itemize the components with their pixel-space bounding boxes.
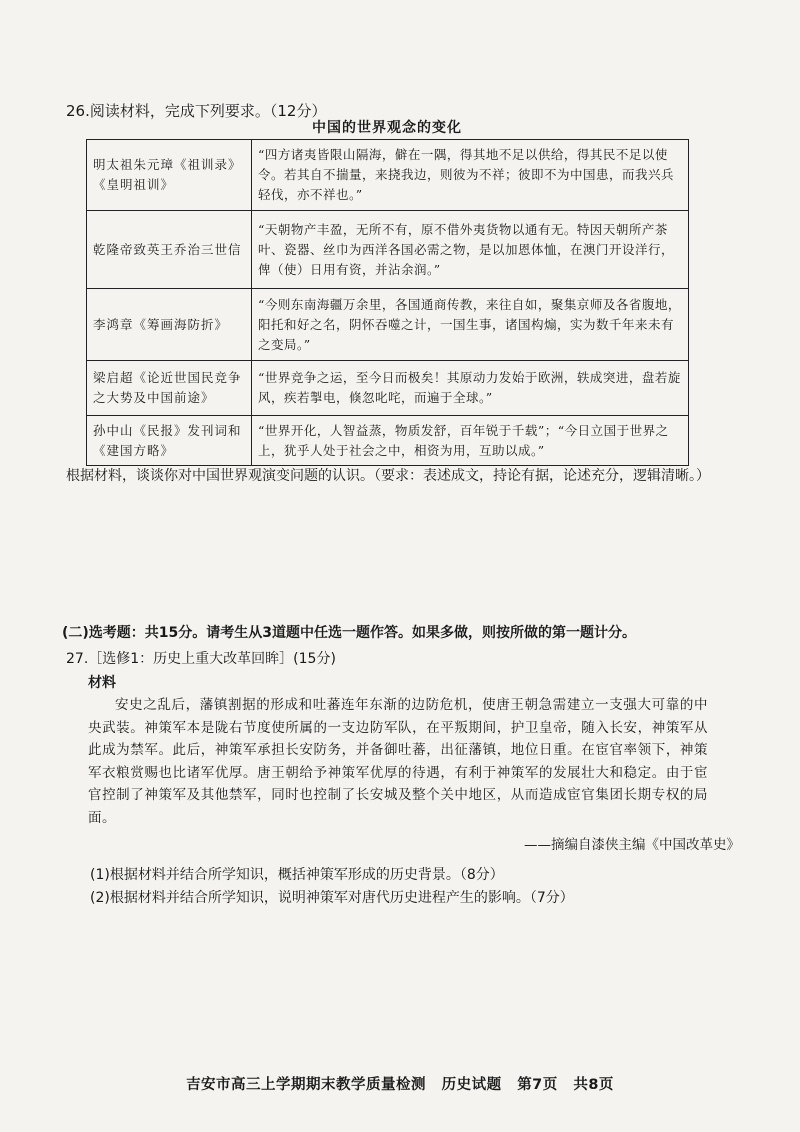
table-row bbox=[87, 416, 689, 466]
exam-title: 吉安市高三上学期期末教学质量检测 bbox=[186, 1077, 427, 1093]
source-cell: 明太祖朱元璋《祖训录》《皇明祖训》 bbox=[87, 140, 252, 211]
sub-question-1: (1)根据材料并结合所学知识，概括神策军形成的历史背景。（8分） bbox=[90, 867, 504, 883]
quote-cell: “世界开化，人智益蒸，物质发舒，百年锐于千载”；“今日立国于世界之上，犹乎人处于社会之中，相资为用，互助以成。” bbox=[252, 416, 689, 466]
section-2-heading: (二)选考题：共15分。请考生从3道题中任选一题作答。如果多做，则按所做的第一题计分。 bbox=[62, 625, 637, 641]
quote-cell: “世界竞争之运，至今日而极矣！其原动力发始于欧洲，轶成突进，盘若旋风，疾若掣电，倏忽叱咤，而遍于全球。” bbox=[252, 361, 689, 416]
material-text: 安史之乱后，藩镇割据的形成和吐蕃连年东渐的边防危机，使唐王朝急需建立一支强大可靠的中央武装。神策军本是陇右节度使所属的一支边防军队，在平叛期间，护卫皇帝，随入长安，神策军从此成为禁军。此后，神策军承担长安防务，并备御吐蕃，出征藩镇，地位日重。在宦官率领下，神策军衣粮赏赐也比诸军优厚。唐王朝给予神策军优厚的待遇，有利于神策军的发展壮大和稳定。由于宦官控制了神策军及其他禁军，同时也控制了长安城及整个关中地区，从而造成宦官集团长期专权的局面。 bbox=[88, 697, 708, 826]
source-cell: 乾隆帝致英王乔治三世信 bbox=[87, 211, 252, 289]
sub-question-2: (2)根据材料并结合所学知识，说明神策军对唐代历史进程产生的影响。（7分） bbox=[90, 890, 574, 906]
quote-cell: “天朝物产丰盈，无所不有，原不借外夷货物以通有无。特因天朝所产茶叶、瓷器、丝巾为西洋各国必需之物，是以加恩体恤，在澳门开设洋行，俾（使）日用有资，并沾余润。” bbox=[252, 211, 689, 289]
question-27-heading: 27.［选修1：历史上重大改革回眸］(15分) bbox=[66, 651, 336, 667]
quote-cell: “今则东南海疆万余里，各国通商传教，来往自如，聚集京师及各省腹地，阳托和好之名，阴怀吞噬之计，一国生事，诸国构煽，实为数千年来未有之变局。” bbox=[252, 289, 689, 361]
table-row bbox=[87, 289, 689, 361]
material-label: 材料 bbox=[88, 675, 116, 691]
table-row bbox=[87, 211, 689, 289]
subject-title: 历史试题 bbox=[441, 1077, 502, 1093]
table-row bbox=[87, 361, 689, 416]
source-cell: 李鸿章《筹画海防折》 bbox=[87, 289, 252, 361]
page-total: 共8页 bbox=[573, 1077, 614, 1093]
source-cell: 梁启超《论近世国民竞争之大势及中国前途》 bbox=[87, 361, 252, 416]
page-number: 第7页 bbox=[517, 1077, 558, 1093]
question-26-heading: 26.阅读材料，完成下列要求。（12分） bbox=[66, 102, 327, 120]
source-cell: 孙中山《民报》发刊词和《建国方略》 bbox=[87, 416, 252, 466]
table-row bbox=[87, 140, 689, 211]
quote-cell: “四方诸夷皆限山隔海，僻在一隅，得其地不足以供给，得其民不足以使令。若其自不揣量，来挠我边，则彼为不祥；彼即不为中国患，而我兴兵轻伐，亦不祥也。” bbox=[252, 140, 689, 211]
page-footer bbox=[0, 1073, 800, 1094]
question-26-requirement: 根据材料，谈谈你对中国世界观演变问题的认识。（要求：表述成文，持论有据，论述充分，逻辑清晰。） bbox=[66, 468, 710, 484]
material-source: ——摘编自漆侠主编《中国改革史》 bbox=[524, 837, 740, 853]
table-title: 中国的世界观念的变化 bbox=[312, 120, 462, 136]
world-view-table bbox=[86, 139, 689, 466]
